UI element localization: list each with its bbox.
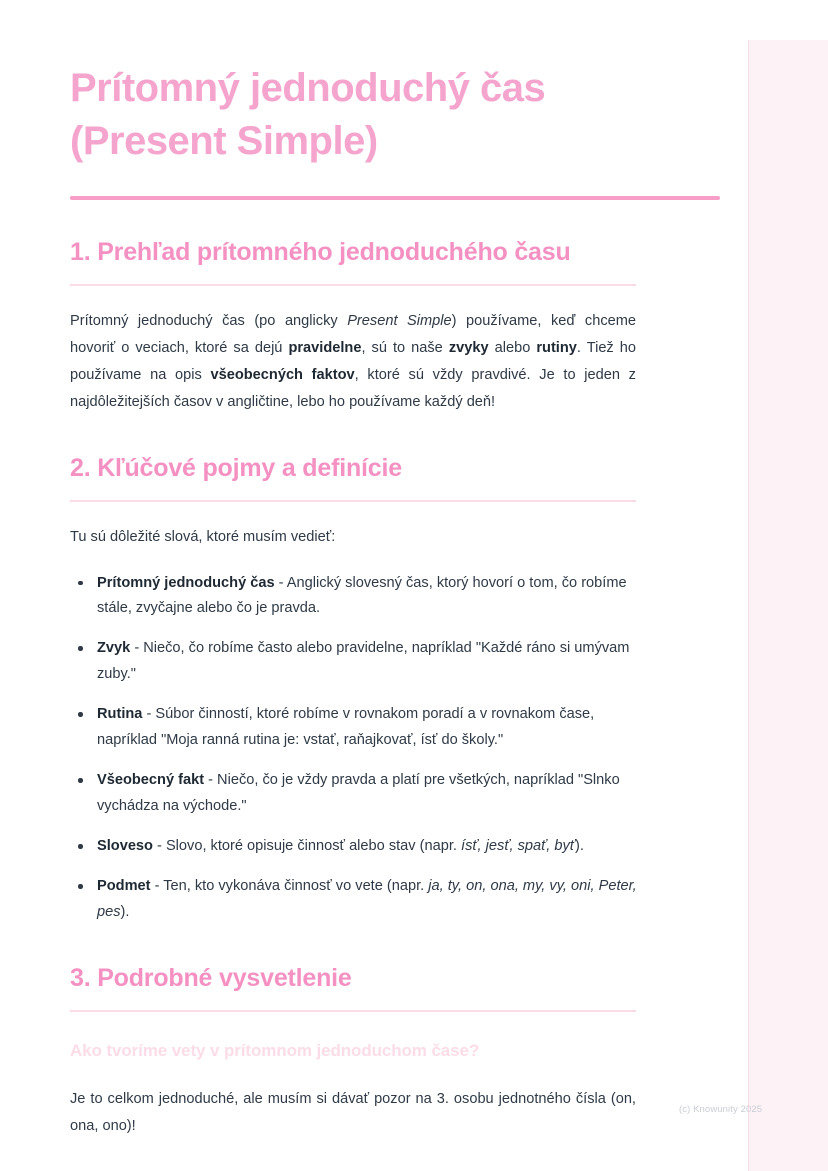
definition-example: ísť, jesť, spať, byť xyxy=(461,838,575,855)
definition-term: Prítomný jednoduchý čas xyxy=(97,574,275,591)
definition-term: Zvyk xyxy=(97,640,131,657)
definition-term: Rutina xyxy=(97,706,143,723)
section-heading-1: 1. Prehľad prítomného jednoduchého času xyxy=(70,237,571,266)
definition-description: ). xyxy=(574,838,584,855)
definition-description: - Anglický slovesný čas, ktorý hovorí o tom, čo robíme stále, zvyčajne alebo čo je pravda. xyxy=(97,574,627,617)
definition-item xyxy=(70,768,645,820)
page-title-line-2: (Present Simple) xyxy=(70,118,378,163)
section-overview xyxy=(70,234,678,416)
section-3-paragraph: Je to celkom jednoduché, ale musím si dávať pozor na 3. osobu jednotného čísla (on, ona, ono)! xyxy=(70,1090,636,1134)
definition-term: Podmet xyxy=(97,878,151,895)
copyright-watermark: (c) Knowunity 2025 xyxy=(679,1104,763,1115)
section-key-terms xyxy=(70,450,678,927)
section-heading-2: 2. Kľúčové pojmy a definície xyxy=(70,453,402,482)
definition-description: - Niečo, čo robíme často alebo pravidelne, napríklad "Každé ráno si umývam zuby." xyxy=(97,640,630,683)
page-title-line-1: Prítomný jednoduchý čas xyxy=(70,66,546,110)
definition-description: - Súbor činností, ktoré robíme v rovnakom poradí a v rovnakom čase, napríklad "Moja ranná rutina je: vstať, raňajkovať, ísť do školy." xyxy=(97,706,595,749)
title-divider xyxy=(70,196,720,200)
definition-term: Sloveso xyxy=(97,838,153,855)
page-title xyxy=(70,62,678,168)
section-2-intro: Tu sú dôležité slová, ktoré musím vedieť: xyxy=(70,528,336,545)
section-divider-1 xyxy=(70,284,636,286)
section-heading-3: 3. Podrobné vysvetlenie xyxy=(70,964,352,993)
definition-item xyxy=(70,702,645,754)
definition-item xyxy=(70,874,645,926)
definition-description: - Slovo, ktoré opisuje činnosť alebo stav (napr. xyxy=(152,838,462,855)
definition-item xyxy=(70,834,645,860)
definition-item xyxy=(70,571,645,623)
definition-example: ja, ty, on, ona, my, vy, oni, Peter, pes xyxy=(97,878,637,921)
section-divider-3 xyxy=(70,1010,636,1012)
section-divider-2 xyxy=(70,500,636,502)
definition-item xyxy=(70,636,645,688)
section-1-paragraph: Prítomný jednoduchý čas (po anglicky Present Simple) používame, keď chceme hovoriť o veciach, ktoré sa dejú pravidelne, sú to naše zvyky alebo rutiny. Tiež ho používame na opis všeobecných faktov, ktoré sú vždy pravdivé. Je to jeden z najdôležitejších časov v angličtine, lebo ho používame každý deň! xyxy=(70,312,637,410)
definition-description: ). xyxy=(120,904,130,921)
definition-term: Všeobecný fakt xyxy=(97,772,205,789)
definition-description: - Ten, kto vykonáva činnosť vo vete (napr. xyxy=(150,878,429,895)
right-side-panel xyxy=(748,40,828,1171)
definition-description: - Niečo, čo je vždy pravda a platí pre všetkých, napríklad "Slnko vychádza na východe." xyxy=(97,772,620,815)
section-detailed-explanation xyxy=(70,960,678,1139)
definition-list xyxy=(70,571,645,927)
section-3-subheading: Ako tvoríme vety v prítomnom jednoduchom čase? xyxy=(70,1041,480,1061)
